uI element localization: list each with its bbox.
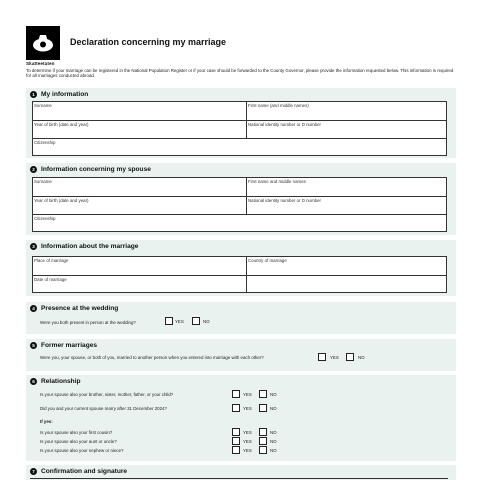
no-label: NO	[270, 392, 277, 397]
section-former-marriages	[26, 339, 456, 371]
no-checkbox[interactable]	[259, 437, 267, 445]
section-relationship	[26, 375, 456, 461]
empty-cell	[246, 276, 448, 293]
section-heading	[30, 91, 88, 98]
yes-checkbox[interactable]	[165, 317, 173, 325]
section-number: 7	[30, 468, 37, 475]
section-heading	[30, 166, 151, 173]
page-title: Declaration concerning my marriage	[70, 37, 227, 47]
form-row	[33, 102, 446, 120]
spouse-year-of-birth-field[interactable]	[33, 197, 246, 214]
no-label: NO	[270, 439, 277, 444]
section-marriage-information	[26, 240, 456, 296]
yes-checkbox[interactable]	[232, 428, 240, 436]
form-row	[33, 178, 446, 196]
question-first-cousin: Is your spouse also your first cousin?	[40, 430, 113, 435]
spouse-citizenship-field[interactable]	[33, 215, 448, 232]
no-checkbox[interactable]	[259, 404, 267, 412]
section-confirmation	[26, 465, 456, 480]
form-row	[33, 120, 446, 138]
no-label: NO	[270, 430, 277, 435]
field-label: Citizenship	[34, 140, 56, 145]
question-nephew-niece: Is your spouse also your nephew or niece?	[40, 448, 124, 453]
if-yes-label: If yes:	[40, 419, 53, 424]
place-of-marriage-field[interactable]	[33, 257, 246, 275]
section-my-information	[26, 88, 456, 158]
yes-label: YES	[243, 406, 252, 411]
yes-label: YES	[243, 448, 252, 453]
field-label: Surname	[34, 103, 52, 108]
yes-label: YES	[243, 439, 252, 444]
field-label: Citizenship	[34, 216, 56, 221]
question-close-relative: Is your spouse also your brother, sister, mother, father, or your child?	[40, 392, 174, 397]
no-checkbox[interactable]	[259, 428, 267, 436]
citizenship-field[interactable]	[33, 139, 448, 156]
year-of-birth-field[interactable]	[33, 121, 246, 138]
signature-field-top-border	[30, 478, 448, 479]
form-row	[33, 214, 446, 232]
section-title: Former marriages	[41, 342, 98, 349]
yes-label: YES	[243, 430, 252, 435]
section-title: Information concerning my spouse	[41, 166, 151, 173]
section-spouse-information	[26, 163, 456, 235]
field-label: Year of birth (date and year)	[34, 122, 89, 127]
section-heading	[30, 468, 127, 475]
section-title: Relationship	[41, 378, 81, 385]
no-label: NO	[358, 355, 365, 360]
form-grid	[32, 101, 447, 156]
field-label: Country of marriage	[248, 258, 287, 263]
section-title: Presence at the wedding	[41, 305, 119, 312]
section-heading	[30, 243, 138, 250]
form-row	[33, 257, 446, 275]
no-checkbox[interactable]	[192, 317, 200, 325]
yes-checkbox[interactable]	[232, 437, 240, 445]
yes-checkbox[interactable]	[318, 353, 326, 361]
yes-checkbox[interactable]	[232, 390, 240, 398]
section-title: Confirmation and signature	[41, 468, 128, 475]
logo-icon	[26, 26, 60, 60]
field-label: First name and middle names	[248, 179, 306, 184]
section-number: 6	[30, 378, 37, 385]
section-heading	[30, 342, 97, 349]
section-heading	[30, 305, 118, 312]
logo-text: Skatteetaten	[26, 61, 55, 66]
question-present: Were you both present in person at the wedding?	[40, 320, 136, 325]
no-checkbox[interactable]	[346, 353, 354, 361]
section-number: 2	[30, 166, 37, 173]
spouse-first-name-field[interactable]	[246, 178, 448, 196]
section-title: Information about the marriage	[41, 243, 139, 250]
yes-checkbox[interactable]	[232, 404, 240, 412]
form-row	[33, 275, 446, 293]
field-label: National identity number or D number	[248, 122, 321, 127]
skatteetaten-logo	[26, 26, 60, 60]
field-label: Surname	[34, 179, 52, 184]
section-number: 1	[30, 91, 37, 98]
first-name-field[interactable]	[246, 102, 448, 120]
question-married-after-2024: Did you and your current spouse marry after 31 December 2024?	[40, 406, 167, 411]
no-checkbox[interactable]	[259, 446, 267, 454]
date-of-marriage-field[interactable]	[33, 276, 246, 293]
question-former-marriage: Were you, your spouse, or both of you, married to another person when you entered into marriage with each other?	[40, 355, 264, 360]
spouse-national-id-field[interactable]	[246, 197, 448, 214]
yes-label: YES	[175, 319, 184, 324]
form-grid	[32, 177, 447, 232]
no-label: NO	[270, 406, 277, 411]
no-label: NO	[203, 319, 210, 324]
country-of-marriage-field[interactable]	[246, 257, 448, 275]
form-row	[33, 138, 446, 156]
no-label: NO	[270, 448, 277, 453]
question-aunt-uncle: Is your spouse also your aunt or uncle?	[40, 439, 117, 444]
field-label: National identity number or D number	[248, 198, 321, 203]
spouse-surname-field[interactable]	[33, 178, 246, 196]
intro-text: To determine if your marriage can be registered in the National Population Register or if your case should be forwarded to the County Governor, please provide the information requested below. This information is required for all marriages conducted abroad.	[26, 68, 454, 79]
field-label: First name (and middle names)	[248, 103, 309, 108]
field-label: Year of birth (date and year)	[34, 198, 89, 203]
yes-label: YES	[330, 355, 339, 360]
section-number: 5	[30, 342, 37, 349]
national-id-field[interactable]	[246, 121, 448, 138]
yes-label: YES	[243, 392, 252, 397]
no-checkbox[interactable]	[259, 390, 267, 398]
section-heading	[30, 378, 81, 385]
field-label: Date of marriage	[34, 277, 67, 282]
section-title: My information	[41, 91, 89, 98]
yes-checkbox[interactable]	[232, 446, 240, 454]
field-label: Place of marriage	[34, 258, 69, 263]
section-presence	[26, 302, 456, 334]
form-grid	[32, 256, 447, 293]
form-row	[33, 196, 446, 214]
surname-field[interactable]	[33, 102, 246, 120]
section-number: 3	[30, 243, 37, 250]
section-number: 4	[30, 305, 37, 312]
